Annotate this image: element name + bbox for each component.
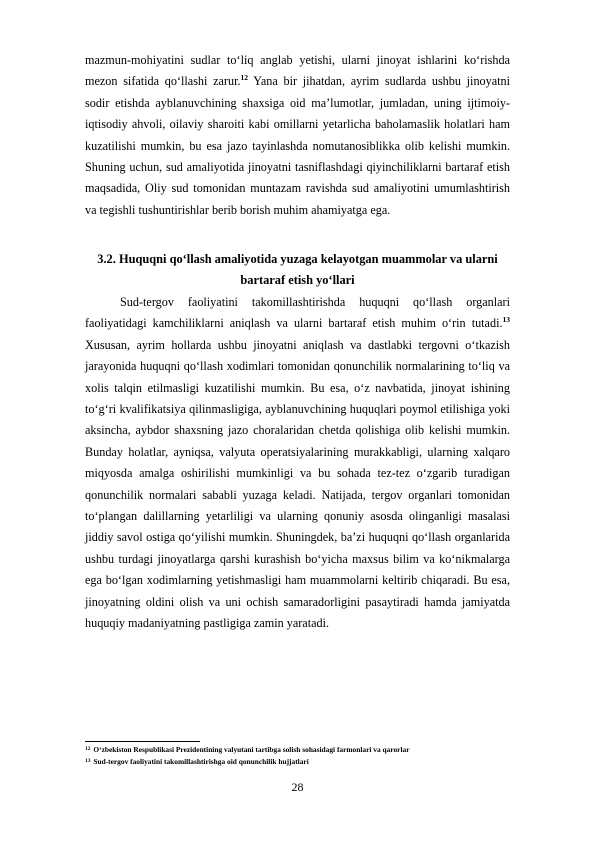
paragraph-1-text-b: Yana bir jihatdan, ayrim sudlarda ushbu jinoyatni sodir etishda ayblanuvchining shaxsiga oid ma’lumotlar, jumladan, uning ijtimoiy-iqtisodiy ahvoli, oilaviy sharoiti kabi omillarni yetarlicha baholamaslik holatlari ham kuzatilishi mumkin, bu esa jazo tayinlashda nomutanosiblikka olib kelishi mumkin. Shuning uchun, sud amaliyotida jinoyatni tasniflashdagi qiyinchiliklarni bartaraf etish maqsadida, Oliy sud tomonidan muntazam ravishda sud amaliyotini umumlashtirish va tegishli tushuntirishlar berib borish muhim ahamiyatga ega.	[85, 74, 510, 217]
page-number: 28	[291, 780, 304, 794]
paragraph-2-text-b: Xususan, ayrim hollarda ushbu jinoyatni aniqlash va dastlabki tergovni o‘tkazish jarayonida huquqni qo‘llash xodimlari tomonidan qonunchilik normalarining to‘liq va xolis talqin etilmasligi kuzatilishi mumkin. Bu esa, o‘z navbatida, jinoyat ishining to‘g‘ri kvalifikatsiya qilinmasligiga, ayblanuvchining huquqlari poymol etilishiga yoki aksincha, aybdor shaxsning jazo choralaridan chetda qolishiga olib kelishi mumkin. Bunday holatlar, ayniqsa, valyuta operatsiyalarining murakkabligi, ularning xalqaro miqyosda amalga oshirilishi mumkinligi va bu sohada tez-tez o‘zgarib turadigan qonunchilik normalari sababli yuzaga keladi. Natijada, tergov organlari tomonidan to‘plangan dalillarning yetarliligi va ularning qonuniy asosda olinganligi masalasi jiddiy savol ostiga qo‘yilishi mumkin. Shuningdek, ba’zi huquqni qo‘llash organlarida ushbu turdagi jinoyatlarga qarshi kurashish bo‘yicha maxsus bilim va ko‘nikmalarga ega bo‘lgan xodimlarning yetishmasligi ham muammolarni keltirib chiqaradi. Bu esa, jinoyatning oldini olish va uni ochish samaradorligini pasaytiradi hamda jamiyatda huquqiy madaniyatning pastligiga zamin yaratadi.	[85, 337, 510, 631]
footnote-number: 12	[85, 746, 91, 752]
paragraph-1-text-a: mazmun-mohiyatini sudlar to‘liq anglab yetishi, ularni jinoyat ishlarini ko‘rishda mezon sifatida qo‘llashi zarur.	[85, 53, 510, 89]
body-paragraph-2	[85, 292, 510, 635]
section-heading-line-2: bartaraf etish yo‘llari	[240, 273, 355, 288]
footnote-text: O‘zbekiston Respublikasi Prezidentining valyutani tartibga solish sohasidagi farmonlari va qarorlar	[93, 745, 410, 754]
paragraph-2-text-a: Sud-tergov faoliyatini takomillashtirishda huquqni qo‘llash organlari faoliyatidagi kamchiliklarni aniqlash va ularni bartaraf etish muhim o‘rin tutadi.	[85, 295, 510, 331]
section-heading	[85, 249, 510, 292]
footnote-separator	[85, 741, 200, 742]
footnote-ref-13: 13	[502, 315, 510, 325]
footnotes	[85, 744, 510, 767]
footnote-ref-12: 12	[240, 73, 249, 83]
footnote-12	[85, 744, 510, 756]
body-paragraph-1	[85, 50, 510, 221]
footnote-text: Sud-tergov faoliyatini takomillashtirishga oid qonunchilik hujjatlari	[93, 756, 309, 766]
section-heading-line-1: 3.2. Huquqni qo‘llash amaliyotida yuzaga kelayotgan muammolar va ularni	[97, 252, 498, 266]
footnote-number: 13	[85, 757, 91, 764]
footnote-13	[85, 756, 510, 768]
